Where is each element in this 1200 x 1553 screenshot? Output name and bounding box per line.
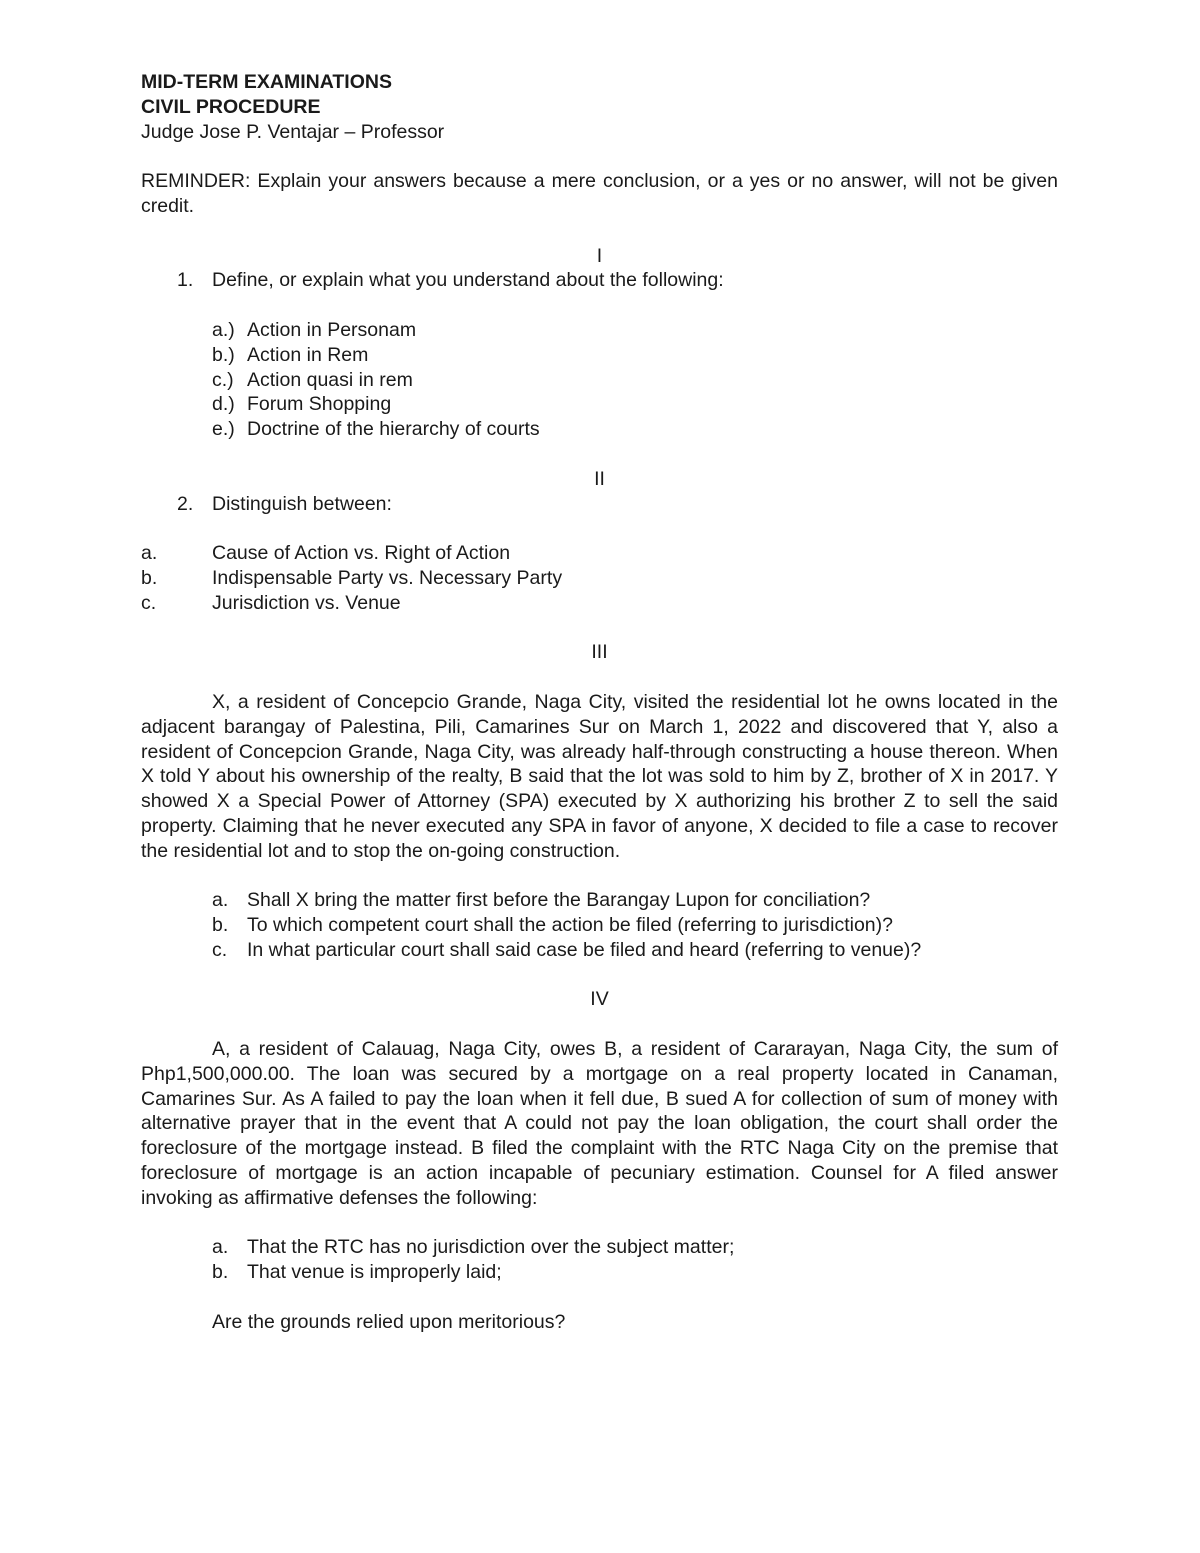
item-text: In what particular court shall said case be filed and heard (referring to venue)? [247,938,922,961]
item-label: b. [141,566,158,589]
question-1-number: 1. [177,269,194,292]
item-text: Action quasi in rem [247,368,413,391]
list-item [212,343,1058,368]
question-2-items [141,541,1058,615]
list-item [212,1260,1058,1285]
list-item [141,591,1058,616]
item-label: b.) [212,343,235,366]
subject-title: CIVIL PROCEDURE [141,95,321,118]
part-4-items [212,1235,1058,1285]
item-text: That the RTC has no jurisdiction over the subject matter; [247,1236,735,1259]
part-3-heading: III [591,641,608,664]
reminder-text: REMINDER: Explain your answers because a mere conclusion, or a yes or no answer, will not be given credit. [141,170,1058,217]
professor-line: Judge Jose P. Ventajar – Professor [141,120,445,143]
part-2-heading: II [594,467,605,490]
item-text: Action in Rem [247,343,369,366]
item-label: a. [212,1236,229,1259]
item-text: Indispensable Party vs. Necessary Party [212,566,563,589]
question-2-number: 2. [177,492,194,515]
part-3-paragraph: X, a resident of Concepcio Grande, Naga City, visited the residential lot he owns located in the adjacent barangay of Palestina, Pili, Camarines Sur on March 1, 2022 and discovered that Y, also a resident of Concepcion Grande, Naga City, was already half-through constructing a house thereon. When X told Y about his ownership of the realty, B said that the lot was sold to him by Z, brother of X in 2017. Y showed X a Special Power of Attorney (SPA) executed by X authorizing his brother Z to sell the said property. Claiming that he never executed any SPA in favor of anyone, X decided to file a case to recover the residential lot and to stop the on-going construction. [141,690,1058,862]
list-item [141,566,1058,591]
list-item [212,913,1058,938]
item-label: b. [212,1261,229,1284]
question-2 [177,492,1058,517]
item-label: c. [141,591,157,614]
list-item [212,392,1058,417]
list-item [212,1235,1058,1260]
item-label: b. [212,914,229,937]
list-item [212,417,1058,442]
part-4-closing-question: Are the grounds relied upon meritorious? [212,1310,566,1333]
question-1-text: Define, or explain what you understand about the following: [212,269,724,292]
item-label: a.) [212,318,235,341]
item-text: Jurisdiction vs. Venue [212,591,401,614]
item-label: c.) [212,368,234,391]
question-2-text: Distinguish between: [212,492,392,515]
part-1-heading: I [596,244,603,267]
question-1-items [212,318,1058,442]
item-text: That venue is improperly laid; [247,1261,502,1284]
item-label: a. [212,889,229,912]
list-item [212,368,1058,393]
item-label: c. [212,938,228,961]
exam-title: MID-TERM EXAMINATIONS [141,71,392,93]
item-text: To which competent court shall the action be filed (referring to jurisdiction)? [247,914,893,937]
list-item [212,888,1058,913]
list-item [212,938,1058,963]
item-label: e.) [212,418,235,441]
item-text: Shall X bring the matter first before the Barangay Lupon for conciliation? [247,889,871,912]
exam-content [141,70,1058,1335]
list-item [212,318,1058,343]
item-text: Doctrine of the hierarchy of courts [247,418,540,441]
part-4-heading: IV [590,988,609,1011]
question-1 [177,268,1058,293]
item-label: a. [141,542,158,565]
item-text: Forum Shopping [247,393,392,416]
item-text: Cause of Action vs. Right of Action [212,542,511,565]
part-4-paragraph: A, a resident of Calauag, Naga City, owes B, a resident of Cararayan, Naga City, the sum of Php1,500,000.00. The loan was secured by a mortgage on a real property located in Canaman, Camarines Sur. As A failed to pay the loan when it fell due, B sued A for collection of sum of money with alternative prayer that in the event that A could not pay the loan obligation, the court shall order the foreclosure of the mortgage instead. B filed the complaint with the RTC Naga City on the premise that foreclosure of mortgage is an action incapable of pecuniary estimation. Counsel for A filed answer invoking as affirmative defenses the following: [141,1038,1058,1209]
item-label: d.) [212,393,235,416]
item-text: Action in Personam [247,318,417,341]
part-3-items [212,888,1058,962]
list-item [141,541,1058,566]
